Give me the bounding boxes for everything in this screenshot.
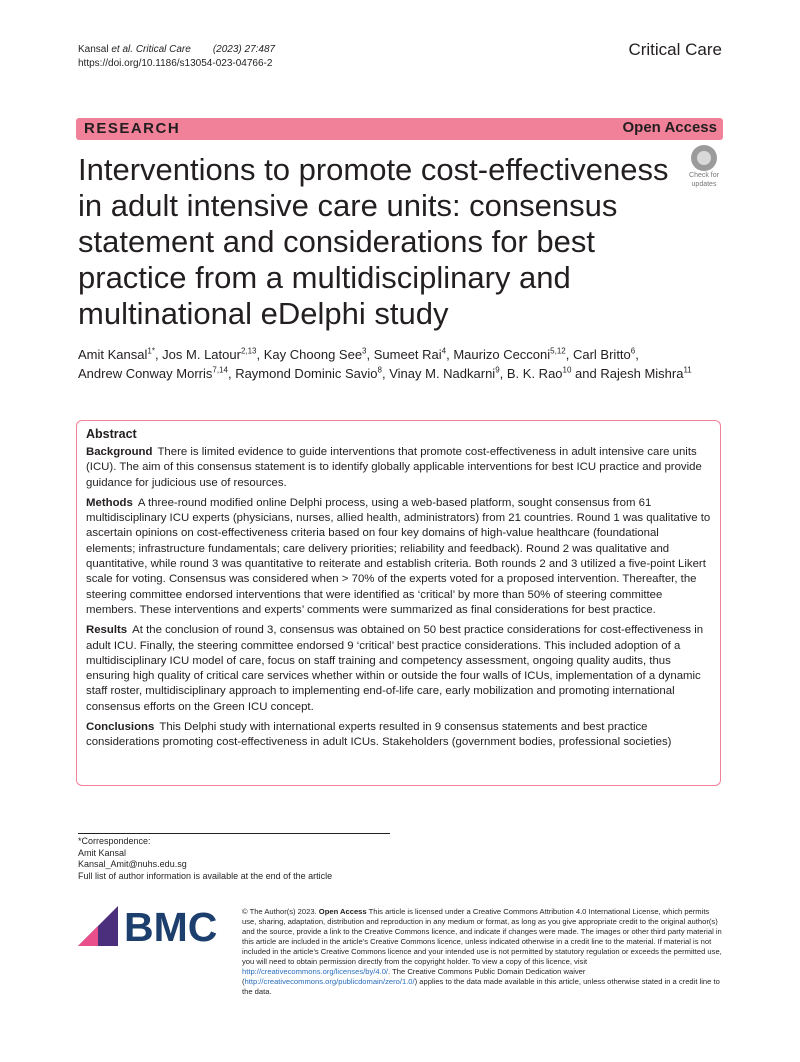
- doi-link[interactable]: https://doi.org/10.1186/s13054-023-04766-2: [78, 58, 273, 69]
- author-info-note: Full list of author information is available at the end of the article: [78, 871, 333, 882]
- author-list: [78, 345, 728, 383]
- abstract-background: [86, 445, 711, 491]
- check-updates-line1: Check for: [689, 172, 719, 179]
- abstract-methods: [86, 496, 711, 618]
- research-label: RESEARCH: [84, 120, 181, 137]
- article-type-banner: [76, 118, 723, 140]
- author-separator: ,: [381, 366, 390, 381]
- correspondence-email[interactable]: Kansal_Amit@nuhs.edu.sg: [78, 859, 187, 870]
- abstract-conclusions: [86, 720, 711, 751]
- author-affiliation: 4: [441, 346, 447, 356]
- author-affiliation: 2,13: [240, 346, 257, 356]
- check-for-updates-button[interactable]: [683, 145, 725, 191]
- correspondence-block: [78, 836, 332, 883]
- author-name: Carl Britto: [572, 347, 631, 362]
- author-name: Rajesh Mishra: [600, 366, 684, 381]
- footnote-rule: [78, 833, 390, 834]
- author-name: Jos M. Latour: [162, 347, 241, 362]
- cc-zero-link[interactable]: http://creativecommons.org/publicdomain/zero/1.0/: [244, 977, 415, 986]
- author-separator: ,: [499, 366, 507, 381]
- author-name: Andrew Conway Morris: [78, 366, 213, 381]
- author-name: B. K. Rao: [506, 366, 563, 381]
- author-affiliation: 11: [683, 365, 692, 375]
- author-separator: ,: [227, 366, 236, 381]
- correspondence-name: Amit Kansal: [78, 847, 127, 858]
- article-title: Interventions to promote cost-effectiveness in adult intensive care units: consensus statement and considerations for best practice from a multidisciplinary and multinational eDelphi study: [78, 152, 669, 331]
- author-name: Vinay M. Nadkarni: [389, 366, 496, 381]
- license-body-3: ) applies to the data made available in this article, unless otherwise stated in a credit line to the data.: [242, 977, 720, 996]
- bmc-logo: [78, 906, 226, 946]
- author-affiliation: 5,12: [550, 346, 566, 356]
- license-open-access: Open Access: [318, 907, 367, 916]
- author-name: Kay Choong See: [263, 347, 363, 362]
- author-name: Maurizo Cecconi: [453, 347, 551, 362]
- abstract-box: [76, 420, 721, 786]
- conclusions-text: This Delphi study with international experts resulted in 9 consensus statements and best practice considerations promoting cost-effectiveness in adult ICUs. Stakeholders (government bodies, professional societies): [86, 721, 672, 749]
- license-body-2: . The Creative Commons Public Domain Dedication waiver (: [242, 967, 586, 986]
- author-name: Raymond Dominic Savio: [235, 366, 378, 381]
- cc-by-link[interactable]: http://creativecommons.org/licenses/by/4.0/: [242, 967, 389, 976]
- citation-line: [78, 43, 275, 57]
- license-body-1: This article is licensed under a Creative Commons Attribution 4.0 International License, which permits use, sharing, adaptation, distribution and reproduction in any medium or format, as long as you give appropriate credit to the original author(s) and the source, provide a link to the Creative Commons licence, and indicate if changes were made. The images or other third party material in this article are included in the article’s Creative Commons licence, unless indicated otherwise in a credit line to the material. If material is not included in the article’s Creative Commons licence and your intended use is not permitted by statutory regulation or exceeds the permitted use, you will need to obtain permission directly from the copyright holder. To view a copy of this licence, visit: [242, 907, 722, 966]
- running-header: [78, 43, 275, 71]
- author-affiliation: 7,14: [212, 365, 228, 375]
- check-updates-icon: [691, 145, 717, 171]
- author-affiliation: 8: [377, 365, 382, 375]
- methods-text: A three-round modified online Delphi process, using a web-based platform, sought consensus from 61 multidisciplinary ICU experts (physicians, nurses, allied health, administrators) from 21 countries. Round 1 was qualitative to ascertain opinions on cost-effectiveness criteria based on four key domains of high-value healthcare (foundational elements; infrastructure fundamentals; care delivery priorities; reliability and feedback). Round 2 was qualitative and quantitative, while round 3 was quantitative to reiterate and establish criteria. Both rounds 2 and 3 utilized a five-point Likert scale for voting. Consensus was considered when > 70% of the experts voted for a proposed intervention. Thereafter, the steering committee endorsed interventions that were identified as ‘critical’ by more than 50% of steering committee members. These interventions and experts’ comments were summarized as final considerations for best practice.: [86, 496, 711, 616]
- author-affiliation: 6: [630, 346, 636, 356]
- svg-text:BMC: BMC: [124, 906, 218, 946]
- journal-italic: et al. Critical Care: [111, 44, 191, 55]
- journal-name: Critical Care: [628, 40, 722, 59]
- author-short: Kansal: [78, 44, 112, 55]
- license-statement: [242, 907, 724, 997]
- author-separator: and: [571, 366, 601, 381]
- bmc-logo-icon: [78, 906, 226, 946]
- correspondence-label: *Correspondence:: [78, 836, 151, 846]
- author-affiliation: 10: [562, 365, 572, 375]
- author-separator: ,: [446, 347, 454, 362]
- results-label: Results: [86, 624, 128, 637]
- author-separator: ,: [565, 347, 573, 362]
- results-text: At the conclusion of round 3, consensus was obtained on 50 best practice considerations for cost-effectiveness in adult ICU. Finally, the steering committee endorsed 9 ‘critical’ best practice considerations. This included adoption of a multidisciplinary ICU model of care, focus on staff training and competency assessment, ongoing quality audits, thus ensuring high quality of critical care services whether within or outside the four walls of ICUs, implementation of a dynamic staff roster, multidisciplinary approach to implementing end-of-life care, early mobilization and promoting international consensus efforts on the Green ICU concept.: [86, 624, 704, 713]
- author-separator: ,: [154, 347, 163, 362]
- author-affiliation: 3: [362, 346, 367, 356]
- open-access-label: Open Access: [622, 119, 717, 136]
- author-affiliation: 9: [495, 365, 500, 375]
- author-separator: ,: [256, 347, 264, 362]
- author-name: Sumeet Rai: [373, 347, 442, 362]
- abstract-heading: Abstract: [86, 427, 137, 441]
- background-label: Background: [86, 446, 153, 458]
- conclusions-label: Conclusions: [86, 721, 155, 734]
- methods-label: Methods: [86, 496, 133, 509]
- year-volume: (2023) 27:487: [212, 44, 276, 55]
- author-name: Amit Kansal: [78, 347, 148, 362]
- check-updates-line2: updates: [691, 181, 717, 188]
- background-text: There is limited evidence to guide interventions that promote cost-effectiveness in adult intensive care units (ICU). The aim of this consensus statement is to identify globally applicable interventions for best ICU practice and provide guidance for judicious use of resources.: [86, 446, 702, 489]
- author-separator: ,: [366, 347, 374, 362]
- author-separator: ,: [635, 347, 639, 362]
- author-affiliation: 1*: [147, 346, 155, 356]
- copyright-prefix: © The Author(s) 2023.: [242, 907, 319, 916]
- abstract-results: [86, 623, 711, 715]
